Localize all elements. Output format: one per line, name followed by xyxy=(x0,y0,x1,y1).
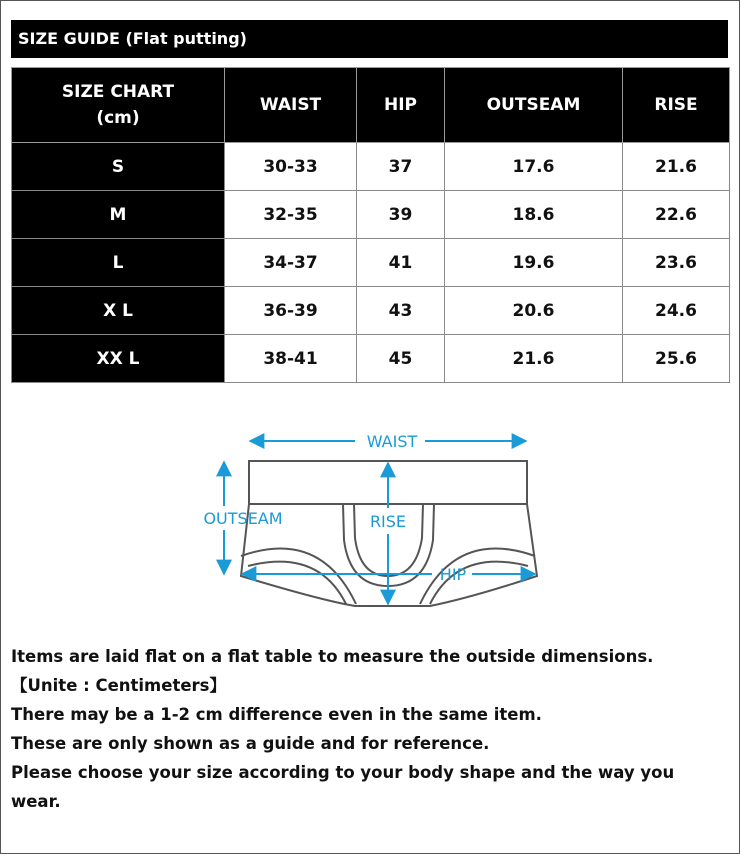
header-size-chart-label: SIZE CHART xyxy=(61,82,175,102)
table-row xyxy=(12,239,730,287)
waist-label: WAIST xyxy=(366,432,418,451)
hip-cell: 39 xyxy=(357,191,445,239)
header-rise: RISE xyxy=(623,68,730,143)
outseam-cell: 19.6 xyxy=(445,239,623,287)
waist-cell: 34-37 xyxy=(225,239,357,287)
waist-cell: 38-41 xyxy=(225,335,357,383)
hip-label: HIP xyxy=(439,565,467,584)
rise-label: RISE xyxy=(369,512,407,531)
waist-cell: 30-33 xyxy=(225,143,357,191)
hip-cell: 37 xyxy=(357,143,445,191)
table-row xyxy=(12,143,730,191)
note-line: 【Unite : Centimeters】 xyxy=(11,676,226,695)
table-row xyxy=(12,335,730,383)
hip-cell: 43 xyxy=(357,287,445,335)
header-outseam: OUTSEAM xyxy=(445,68,623,143)
outseam-cell: 20.6 xyxy=(445,287,623,335)
rise-cell: 25.6 xyxy=(623,335,730,383)
waist-cell: 32-35 xyxy=(225,191,357,239)
note-line: Please choose your size according to your body shape and the way you wear. xyxy=(11,763,675,811)
table-header-row xyxy=(12,68,730,143)
size-cell: XX L xyxy=(12,335,225,383)
header-size-chart xyxy=(12,68,225,143)
size-cell: X L xyxy=(12,287,225,335)
rise-cell: 21.6 xyxy=(623,143,730,191)
outseam-cell: 18.6 xyxy=(445,191,623,239)
note-line: These are only shown as a guide and for reference. xyxy=(11,734,490,753)
outseam-cell: 21.6 xyxy=(445,335,623,383)
outseam-cell: 17.6 xyxy=(445,143,623,191)
hip-cell: 45 xyxy=(357,335,445,383)
table-row xyxy=(12,287,730,335)
header-unit-label: (cm) xyxy=(96,108,140,128)
hip-cell: 41 xyxy=(357,239,445,287)
note-line: There may be a 1-2 cm difference even in the same item. xyxy=(11,705,542,724)
size-cell: M xyxy=(12,191,225,239)
outseam-label: OUTSEAM xyxy=(203,509,283,528)
rise-cell: 23.6 xyxy=(623,239,730,287)
rise-cell: 24.6 xyxy=(623,287,730,335)
page-title: SIZE GUIDE (Flat putting) xyxy=(11,20,728,58)
note-line: Items are laid flat on a flat table to measure the outside dimensions. xyxy=(11,647,654,666)
size-cell: L xyxy=(12,239,225,287)
header-waist: WAIST xyxy=(225,68,357,143)
waist-cell: 36-39 xyxy=(225,287,357,335)
size-table xyxy=(11,67,730,383)
table-row xyxy=(12,191,730,239)
size-cell: S xyxy=(12,143,225,191)
measurement-notes xyxy=(11,642,729,816)
rise-cell: 22.6 xyxy=(623,191,730,239)
header-hip: HIP xyxy=(357,68,445,143)
